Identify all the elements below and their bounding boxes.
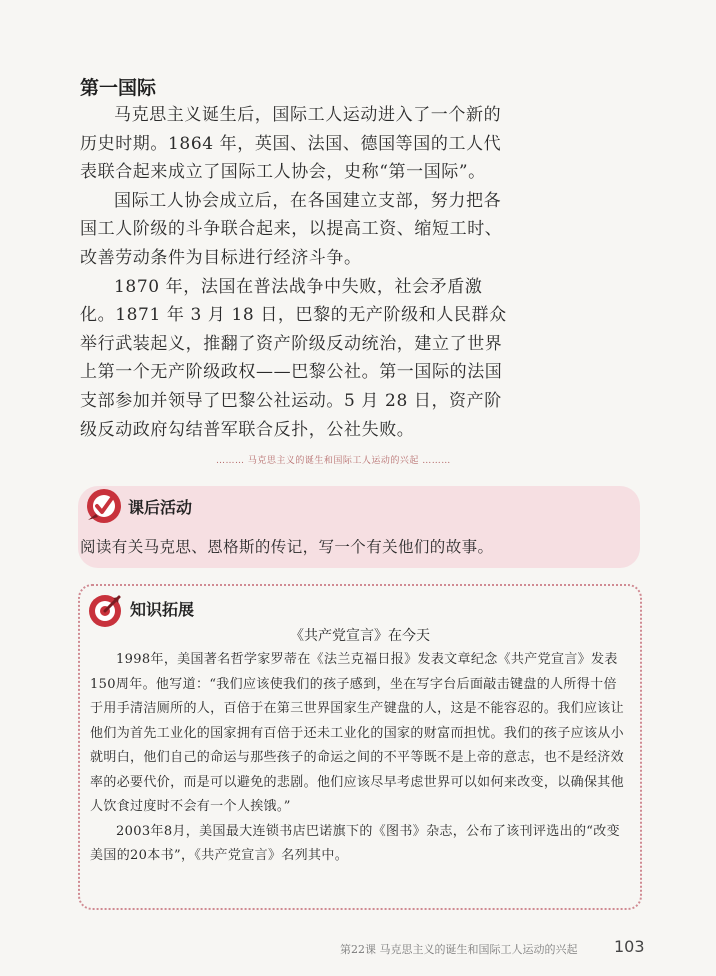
section-heading: 第一国际: [80, 77, 157, 99]
running-mark: ……… 马克思主义的诞生和国际工人运动的兴起 ………: [216, 456, 451, 466]
paragraph: 2003年8月，美国最大连锁书店巴诺旗下的《图书》杂志，公布了该刊评选出的“改变美国的20本书”，《共产党宣言》名列其中。: [90, 823, 621, 863]
page-number: 103: [614, 937, 645, 956]
section-body: [80, 101, 508, 444]
paragraph: 1998年，美国著名哲学家罗蒂在《法兰克福日报》发表文章纪念《共产党宣言》发表150周年。他写道：“我们应该使我们的孩子感到，坐在写字台后面敲击键盘的人所得十倍于用手清洁厕所的人，百倍于在第三世界国家生产键盘的人，这是不能容忍的。我们应该让他们为首先工业化的国家拥有百倍于还未工业化的国家的财富而担忧。我们的孩子应该从小就明白，他们自己的命运与那些孩子的命运之间的不平等既不是上帝的意志，也不是经济效率的必要代价，而是可以避免的悲剧。他们应该尽早考虑世界可以如何来改变，以确保其他人饮食过度时不会有一个人挨饿。”: [90, 652, 625, 814]
paragraph: 马克思主义诞生后，国际工人运动进入了一个新的历史时期。1864 年，英国、法国、德国等国的工人代表联合起来成立了国际工人协会，史称“第一国际”。: [80, 105, 502, 183]
paragraph: 国际工人协会成立后，在各国建立支部，努力把各国工人阶级的斗争联合起来，以提高工资、缩短工时、改善劳动条件为目标进行经济斗争。: [80, 190, 503, 268]
paragraph: 1870 年，法国在普法战争中失败，社会矛盾激化。1871 年 3 月 18 日，巴黎的无产阶级和人民群众举行武装起义，推翻了资产阶级反动统治，建立了世界上第一个无产阶级政权——巴黎公社。第一国际的法国支部参加并领导了巴黎公社运动。5 月 28 日，资产阶级反动政府勾结普军联合反扑，公社失败。: [80, 276, 507, 440]
knowledge-title: 知识拓展: [130, 600, 195, 619]
footer-lesson-title: 第22课 马克思主义的诞生和国际工人运动的兴起: [340, 943, 578, 956]
article-title: 《共产党宣言》在今天: [290, 628, 430, 644]
activity-title: 课后活动: [128, 498, 193, 517]
activity-box: [78, 486, 640, 568]
knowledge-box: [78, 584, 642, 910]
pencil-check-icon: [84, 486, 124, 526]
activity-text: 阅读有关马克思、恩格斯的传记，写一个有关他们的故事。: [80, 538, 494, 556]
article-body: [90, 648, 630, 869]
